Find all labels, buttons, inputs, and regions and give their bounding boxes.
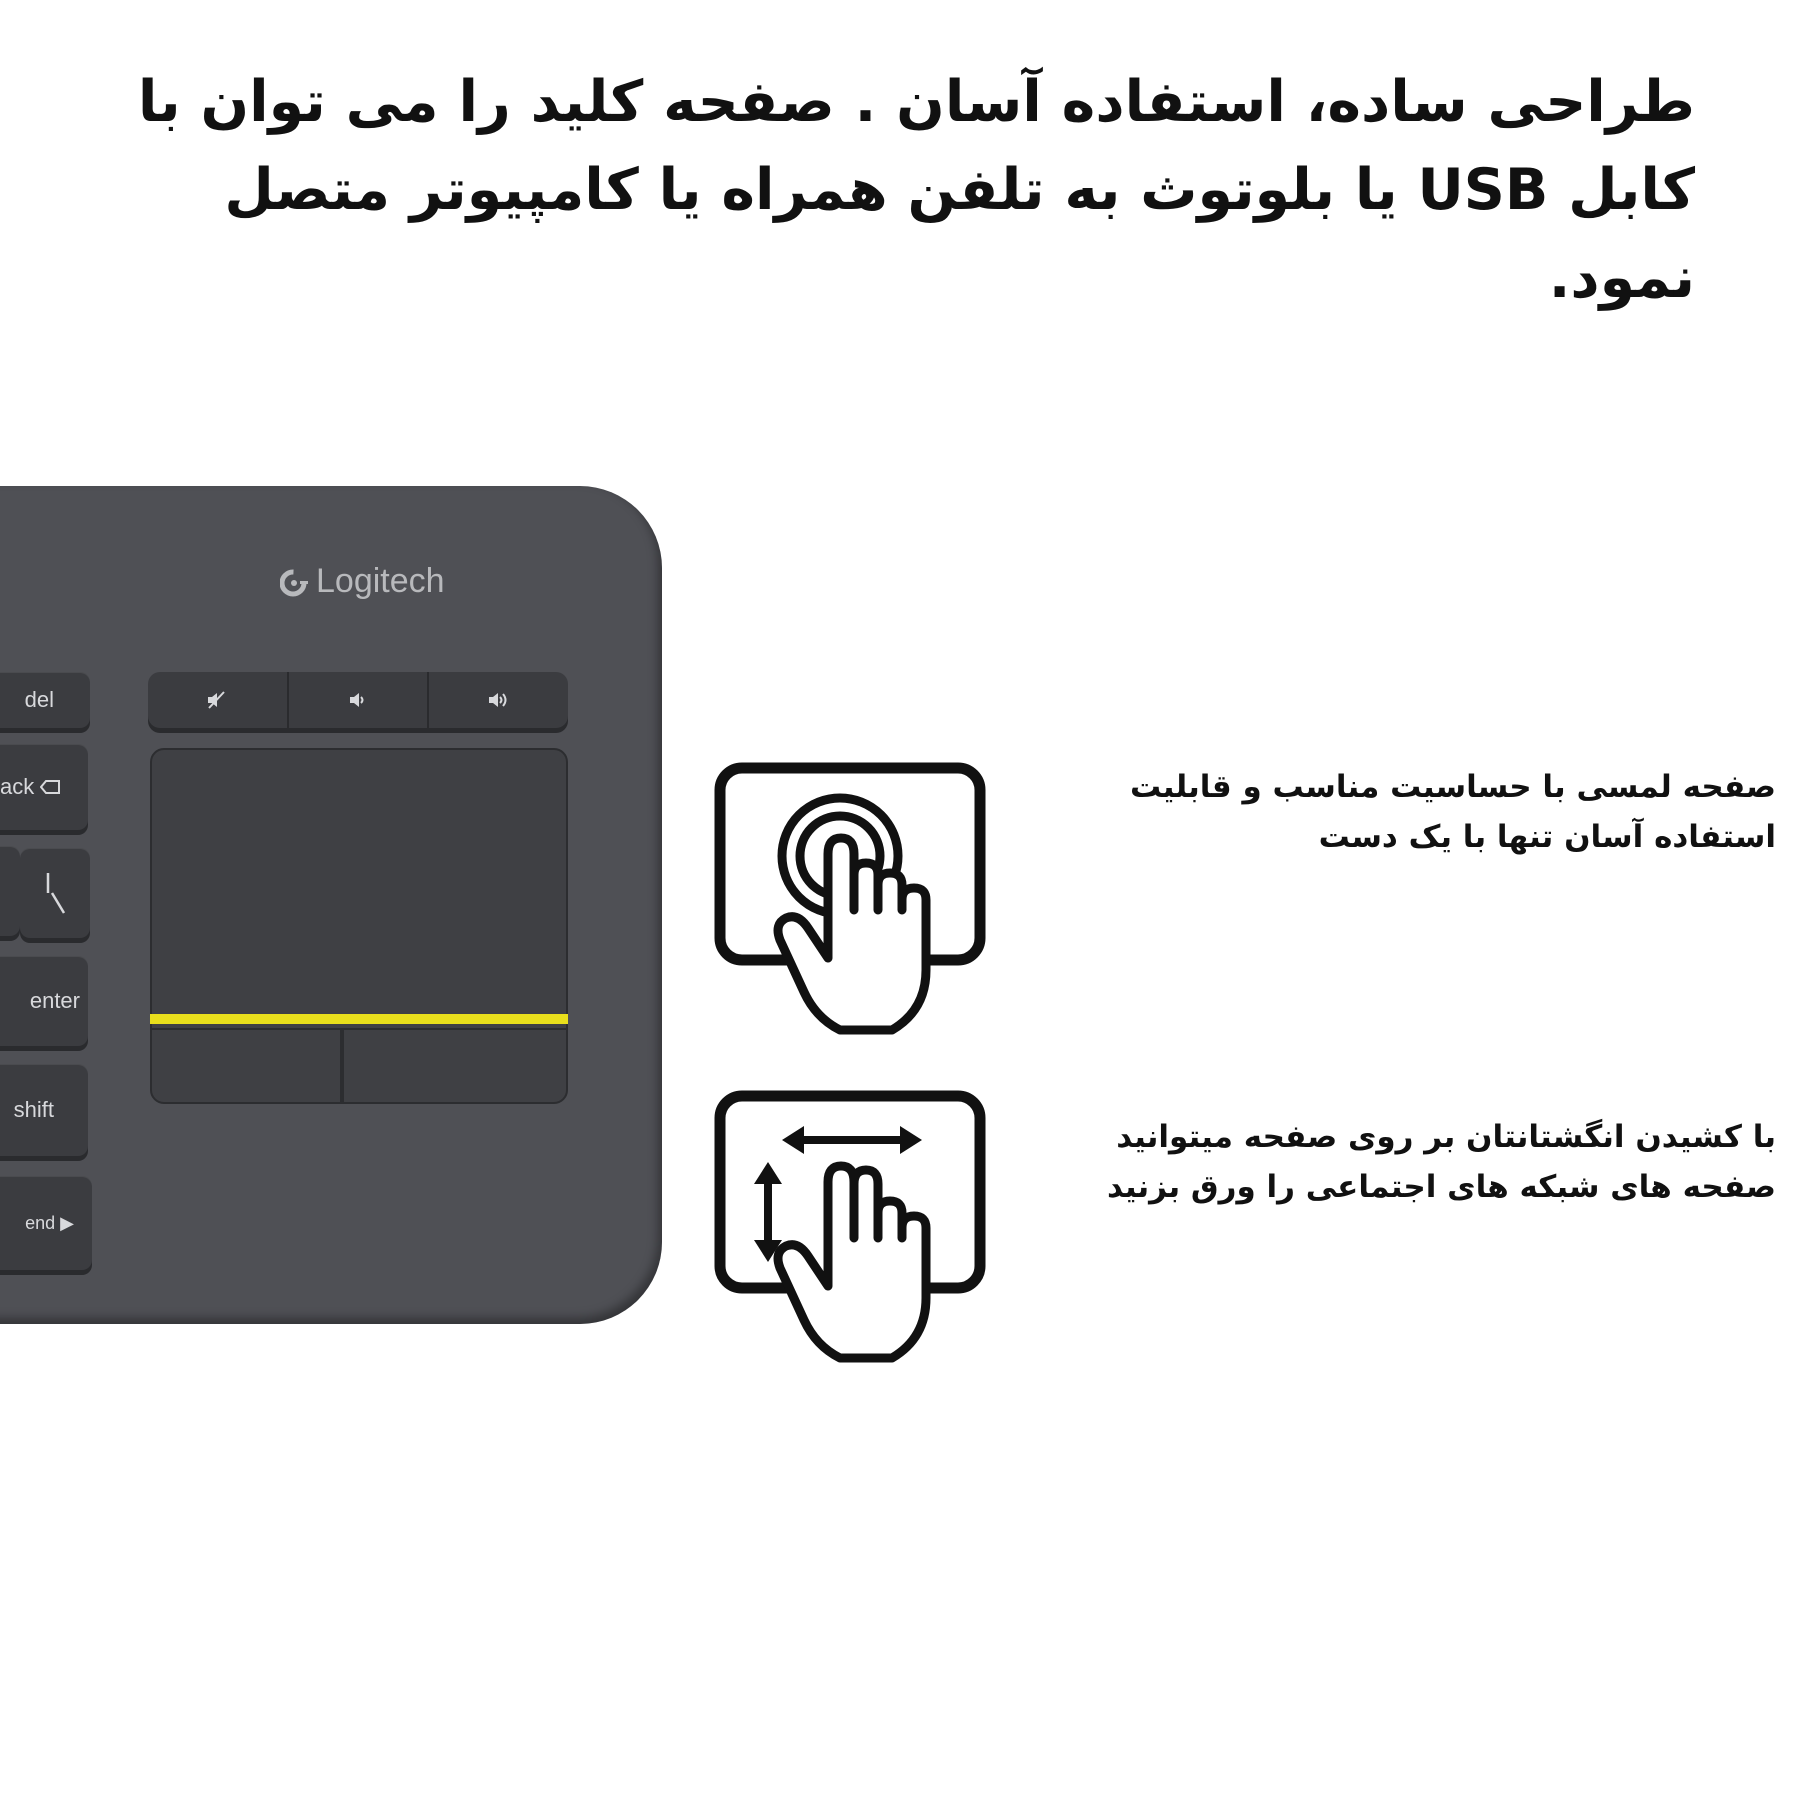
backspace-icon — [40, 780, 60, 794]
headline-line-2: کابل USB یا بلوتوث به تلفن همراه یا کامپیوتر متصل — [224, 157, 1695, 223]
touchpad-tap-icon — [712, 760, 992, 1040]
mute-button[interactable] — [148, 672, 289, 728]
backslash-glyph-icon — [40, 867, 70, 919]
feature-tap-text — [1016, 762, 1776, 862]
logitech-mark-icon — [280, 566, 308, 598]
key-enter[interactable] — [0, 956, 88, 1046]
volume-down-icon — [348, 690, 368, 710]
key-backspace[interactable] — [0, 744, 88, 830]
key-partial[interactable] — [0, 846, 20, 936]
key-end[interactable] — [0, 1176, 92, 1270]
touchpad-swipe-icon — [712, 1088, 992, 1368]
headline-line-3: نمود. — [1548, 245, 1695, 311]
key-shift[interactable] — [0, 1064, 88, 1156]
volume-up-button[interactable] — [429, 672, 568, 728]
logitech-wordmark: Logitech — [316, 562, 445, 600]
key-end-label: end ▶ — [25, 1212, 74, 1233]
volume-up-icon — [487, 690, 511, 710]
key-del[interactable] — [0, 672, 90, 728]
key-backslash[interactable] — [20, 848, 90, 938]
touchpad-stripe — [150, 1014, 568, 1024]
logitech-logo — [280, 562, 445, 601]
touchpad-left-click[interactable] — [150, 1028, 342, 1104]
volume-down-button[interactable] — [289, 672, 430, 728]
feature-swipe-line-1: با کشیدن انگشتانتان بر روی صفحه میتوانید — [1116, 1119, 1776, 1155]
headline — [110, 58, 1695, 322]
keyboard-image — [0, 486, 662, 1324]
mute-icon — [206, 690, 228, 710]
touchpad-surface[interactable] — [150, 748, 568, 1040]
key-backspace-label: ack — [0, 774, 35, 799]
media-buttons — [148, 672, 568, 728]
touchpad-right-click[interactable] — [342, 1028, 568, 1104]
key-enter-label: enter — [29, 988, 80, 1013]
key-shift-label: shift — [13, 1097, 54, 1122]
key-del-label: del — [24, 687, 54, 712]
feature-tap-line-2: استفاده آسان تنها با یک دست — [1318, 819, 1776, 855]
feature-swipe-text — [1016, 1112, 1776, 1212]
feature-tap-line-1: صفحه لمسی با حساسیت مناسب و قابلیت — [1129, 769, 1776, 805]
headline-line-1: طراحی ساده، استفاده آسان . صفحه کلید را می توان با — [137, 69, 1695, 135]
feature-swipe-line-2: صفحه های شبکه های اجتماعی را ورق بزنید — [1106, 1169, 1776, 1205]
